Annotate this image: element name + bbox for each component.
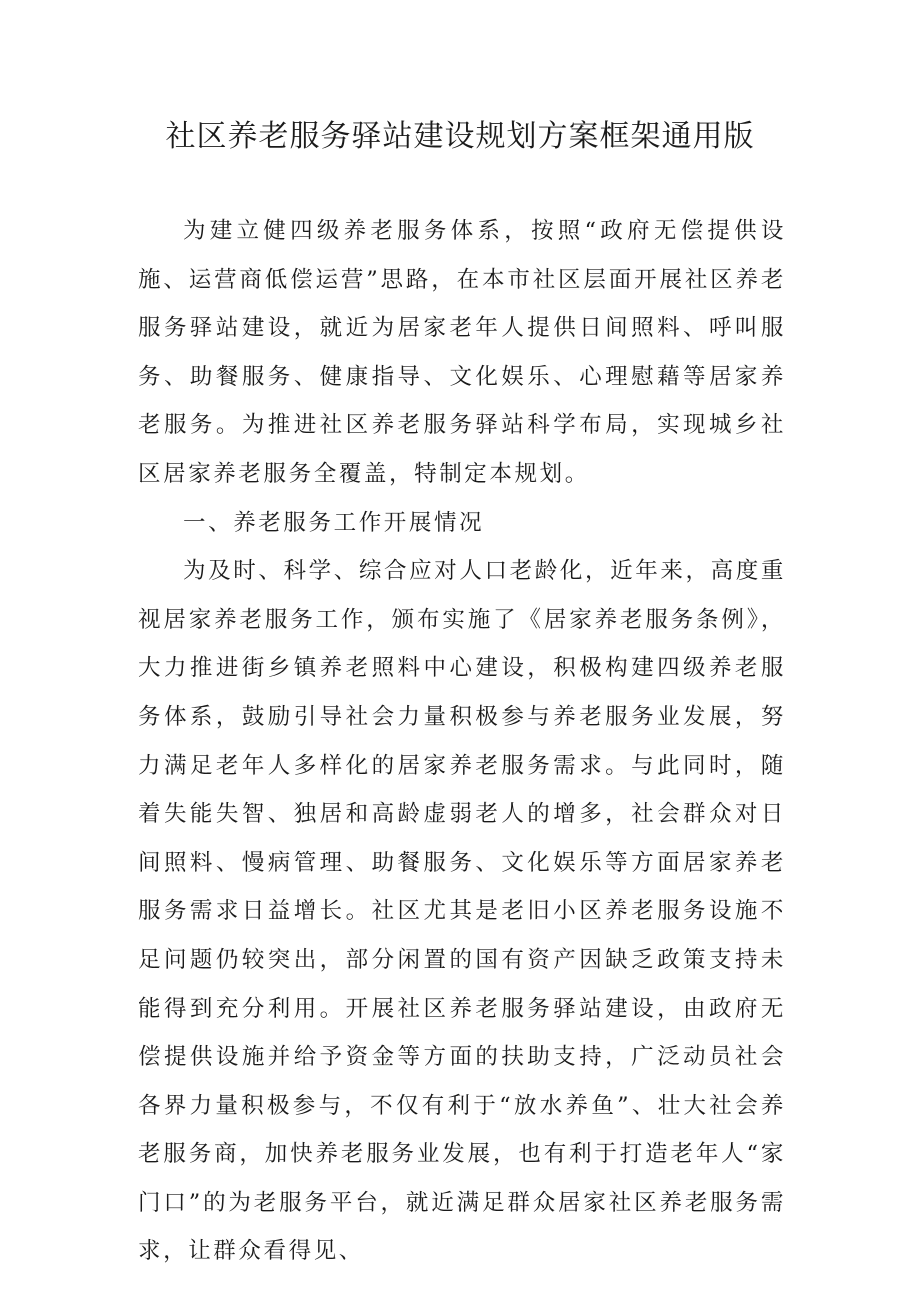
intro-paragraph: 为建立健四级养老服务体系，按照“政府无偿提供设施、运营商低偿运营”思路，在本市社区层面开展社区养老服务驿站建设，就近为居家老年人提供日间照料、呼叫服务、助餐服务、健康指导、文化娱乐、心理慰藉等居家养老服务。为推进社区养老服务驿站科学布局，实现城乡社区居家养老服务全覆盖，特制定本规划。	[138, 218, 786, 487]
section-heading: 一、养老服务工作开展情况	[183, 509, 485, 536]
document-title: 社区养老服务驿站建设规划方案框架通用版	[165, 119, 755, 154]
document-body	[138, 207, 786, 1276]
section-paragraph: 为及时、科学、综合应对人口老龄化，近年来，高度重视居家养老服务工作，颁布实施了《居家养老服务条例》，大力推进街乡镇养老照料中心建设，积极构建四级养老服务体系，鼓励引导社会力量积极参与养老服务业发展，努力满足老年人多样化的居家养老服务需求。与此同时，随着失能失智、独居和高龄虚弱老人的增多，社会群众对日间照料、慢病管理、助餐服务、文化娱乐等方面居家养老服务需求日益增长。社区尤其是老旧小区养老服务设施不足问题仍较突出，部分闲置的国有资产因缺乏政策支持未能得到充分利用。开展社区养老服务驿站建设，由政府无偿提供设施并给予资金等方面的扶助支持，广泛动员社会各界力量积极参与，不仅有利于“放水养鱼”、壮大社会养老服务商，加快养老服务业发展，也有利于打造老年人“家门口”的为老服务平台，就近满足群众居家社区养老服务需求，让群众看得见、	[138, 558, 786, 1265]
